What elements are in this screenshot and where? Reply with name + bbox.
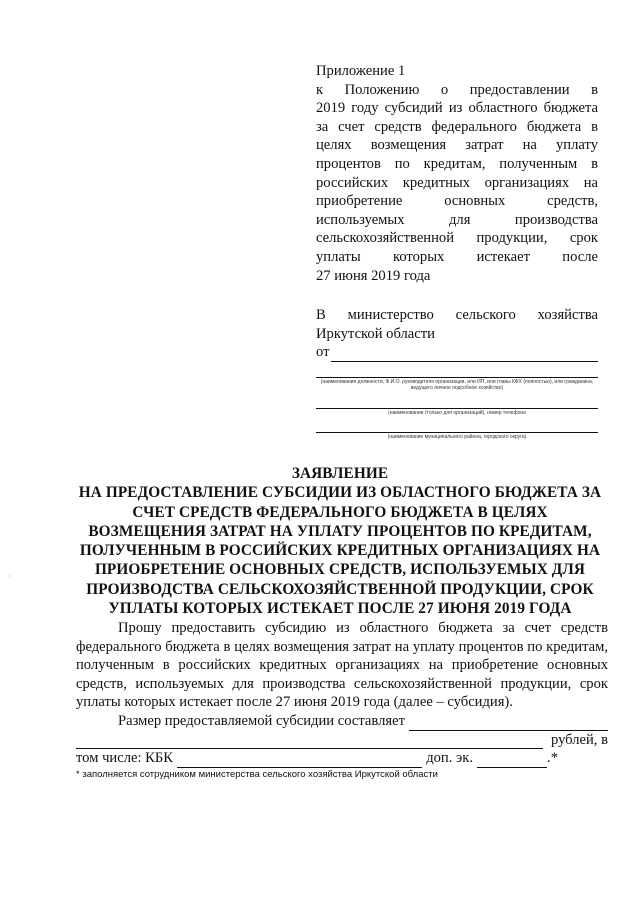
application-body [76, 619, 608, 781]
asterisk-mark: .* [547, 750, 558, 767]
amount-words-field[interactable] [76, 734, 543, 749]
amount-field[interactable] [409, 716, 608, 731]
application-heading [60, 464, 620, 618]
margin-mark: · [8, 572, 11, 581]
from-name-field[interactable] [331, 347, 598, 362]
heading-line: ЗАЯВЛЕНИЕ [291, 465, 389, 482]
organization-phone-field[interactable] [316, 396, 598, 409]
appendix-line: к Положению о предоставлении в [316, 81, 598, 98]
appendix-last-line: 27 июня 2019 года [316, 267, 431, 284]
dop-ek-label: доп. эк. [426, 750, 474, 767]
heading-line: ПРИОБРЕТЕНИЕ ОСНОВНЫХ СРЕДСТВ, ИСПОЛЬЗУЕМЫХ ДЛЯ [94, 561, 586, 579]
appendix-title: Приложение 1 [316, 63, 406, 79]
addressee-region: Иркутской области [316, 325, 435, 342]
caption-applicant: (наименование должности, Ф.И.О. руководителя организации, или ИП, или главы КФХ (полностью), или гражданина, ведущего личное подсобное хозяйство) [320, 378, 594, 392]
appendix-line: приобретение основных средств, [316, 193, 598, 210]
rubles-label: рублей, в [550, 731, 608, 748]
kbk-label: том числе: КБК [76, 750, 174, 767]
appendix-line: целях возмещения затрат на уплату [316, 137, 598, 154]
applicant-field-line[interactable] [316, 365, 598, 378]
appendix-line: используемых для производства [316, 211, 598, 228]
amount-row [76, 712, 608, 731]
appendix-line: за счет средств федерального бюджета в [316, 118, 598, 135]
kbk-row [76, 749, 608, 768]
from-label: от [316, 344, 330, 361]
caption-organization-phone: (наименование (только для организаций), номер телефона [388, 409, 526, 416]
footnote: * заполняется сотрудником министерства сельского хозяйства Иркутской области [76, 768, 438, 780]
kbk-field[interactable] [177, 753, 422, 768]
appendix-line: уплаты которых истекает после [316, 248, 598, 265]
dop-ek-field[interactable] [477, 753, 547, 768]
heading-line: НА ПРЕДОСТАВЛЕНИЕ СУБСИДИИ ИЗ ОБЛАСТНОГО БЮДЖЕТА ЗА [78, 484, 602, 502]
appendix-line: сельскохозяйственной продукции, срок [316, 230, 598, 247]
from-row [316, 343, 598, 362]
heading-line: СЧЕТ СРЕДСТВ ФЕДЕРАЛЬНОГО БЮДЖЕТА В ЦЕЛЯХ [132, 503, 548, 521]
addressee-ministry: В министерство сельского хозяйства [316, 307, 598, 323]
addressee-block [316, 306, 598, 441]
heading-line: ПРОИЗВОДСТВА СЕЛЬСКОХОЗЯЙСТВЕННОЙ ПРОДУКЦИИ, СРОК [86, 580, 594, 598]
district-field[interactable] [316, 420, 598, 433]
heading-line: УПЛАТЫ КОТОРЫХ ИСТЕКАЕТ ПОСЛЕ 27 ИЮНЯ 2019 ГОДА [108, 600, 572, 618]
appendix-line: процентов по кредитам, полученным в [316, 155, 598, 172]
appendix-block [316, 62, 598, 285]
heading-line: ПОЛУЧЕННЫМ В РОССИЙСКИХ КРЕДИТНЫХ ОРГАНИЗАЦИЯХ НА [79, 542, 601, 560]
appendix-line: российских кредитных организациях на [316, 174, 598, 191]
amount-label: Размер предоставляемой субсидии составляет [118, 712, 405, 729]
appendix-line: 2019 году субсидий из областного бюджета [316, 100, 598, 117]
heading-line: ВОЗМЕЩЕНИЯ ЗАТРАТ НА УПЛАТУ ПРОЦЕНТОВ ПО КРЕДИТАМ, [88, 522, 592, 540]
caption-district: (наименование муниципального района, городского округа) [387, 434, 527, 441]
request-paragraph: Прошу предоставить субсидию из областного бюджета за счет средств федерального бюджета в целях возмещения затрат на уплату процентов по кредитам, полученным в российских кредитных организациях на приобретение основных средств, используемых для производства сельскохозяйственной продукции, срок уплаты которых истекает после 27 июня 2019 года (далее – субсидия). [76, 620, 608, 711]
amount-continuation-row [76, 731, 608, 750]
